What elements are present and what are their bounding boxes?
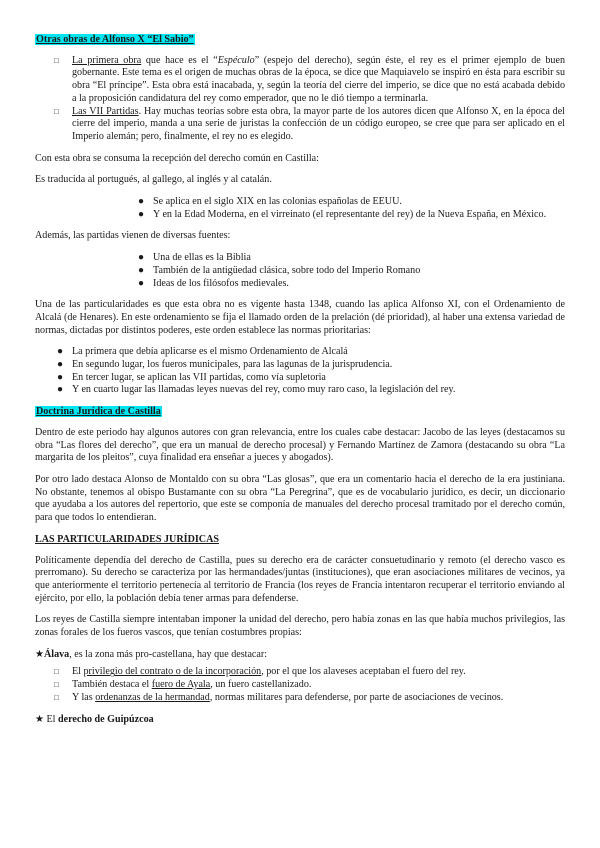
list-item-text: También de la antigüedad clásica, sobre todo del Imperio Romano [153, 264, 421, 276]
list-item [35, 265, 565, 278]
list-item-text: Una de ellas es la Biblia [153, 252, 251, 264]
list-item-text: En segundo lugar, los fueros municipales, para las lagunas de la jurisprudencia. [72, 359, 393, 371]
checkbox-square-icon: □ [54, 55, 59, 65]
works-list [35, 55, 565, 144]
text-fragment: , normas militares para defenderse, por parte de asociaciones de vecinos. [209, 691, 504, 703]
underlined-term: ordenanzas de la hermandad [95, 691, 210, 703]
underlined-title: LAS PARTICULARIDADES JURÍDICAS [35, 533, 219, 545]
section-heading-doctrina [35, 406, 565, 419]
text-fragment: que hace es el “ [141, 54, 218, 66]
highlighted-title: Otras obras de Alfonso X “El Sabio” [36, 34, 194, 45]
list-item-text: La primera que debía aplicarse es el mismo Ordenamiento de Alcalá [72, 346, 348, 358]
text-fragment: Y las [72, 691, 96, 703]
list-item [35, 278, 565, 291]
paragraph: Con esta obra se consuma la recepción del derecho común en Castilla: [35, 152, 319, 164]
text-fragment: ” (espejo del derecho), según éste, el rey es el primer ejemplo de buen gobernante. Este tema es el origen de muchas obras de la época, se dice que Maquiavelo se inspiró en ésta para escribir su obra “El príncipe”. Esta obra está inacabada, y, según la teoría del cierre del imperio, se dice que no está acabada debido a la proposición candidatura del rey como emperador, que no le dió tiempo a terminarla. [72, 54, 565, 104]
star-icon: ★ [35, 713, 44, 725]
star-icon: ★ [35, 648, 44, 660]
text-fragment: , es la zona más pro-castellana, hay que destacar: [69, 648, 268, 660]
bold-term: Álava [43, 648, 70, 660]
bullet-icon: ● [57, 346, 64, 358]
bullet-icon: ● [138, 277, 145, 289]
text-fragment: El [72, 666, 84, 678]
section-heading-otras-obras [35, 34, 565, 47]
underlined-term: La primera obra [72, 54, 142, 66]
text-fragment: También destaca el [72, 679, 152, 691]
list-item [35, 209, 565, 222]
list-item [35, 372, 565, 385]
paragraph: Por otro lado destaca Alonso de Montaldo con su obra “Las glosas”, que era un comentario hacia el derecho de la era justiniana. No obstante, tenemos al obispo Bustamante con su obra “La Peregrina”, que es de vocabulario jurídico, es decir, un diccionario que ayudaba a los autores del repertorio, que este se componía de manuales del derecho procesal tramitado por el derecho común, para que todos lo entendieran. [35, 473, 565, 524]
underlined-term: Las VII Partidas [72, 105, 139, 117]
underlined-term: fuero de Ayala [151, 679, 211, 691]
alava-line [35, 649, 565, 662]
paragraph: Es traducida al portugués, al gallego, al inglés y al catalán. [35, 174, 272, 186]
bullet-icon: ● [57, 384, 64, 396]
text-fragment: El [43, 713, 58, 725]
text-fragment: . Hay muchas teorías sobre esta obra, la mayor parte de los autores dicen que Alfonso X, en la época del cierre del imperio, manda a una serie de juristas la confección de un código europeo, se cree que para ser aplicado en el Imperio alemán; pero, finalmente, el rey no es elegido. [72, 105, 565, 142]
bullet-icon: ● [138, 264, 145, 276]
guipuzcoa-line [35, 714, 565, 727]
list-item-text: En tercer lugar, se aplican las VII partidas, como vía supletoria [72, 371, 326, 383]
bullet-list-priorities [35, 346, 565, 397]
list-item [35, 384, 565, 397]
paragraph: Los reyes de Castilla siempre intentaban imponer la unidad del derecho, pero había zonas en las que había muchos privilegios, las zonas forales de los fueros vascos, que tenían costumbres propias: [35, 614, 565, 639]
underlined-term: privilegio del contrato o de la incorporación [83, 666, 262, 678]
list-item-text: Se aplica en el siglo XIX en las colonias españolas de EEUU. [153, 196, 402, 208]
text-fragment: , por el que los alaveses aceptaban el fuero del rey. [261, 666, 466, 678]
bullet-list-colonies [35, 196, 565, 221]
list-item [35, 196, 565, 209]
list-item-text: Ideas de los filósofos medievales. [153, 277, 289, 289]
list-item [35, 346, 565, 359]
section-heading-particularidades [35, 534, 565, 547]
checkbox-square-icon: □ [54, 680, 59, 690]
list-item-text: Y en cuarto lugar las llamadas leyes nuevas del rey, como muy raro caso, la legislación del rey. [72, 384, 456, 396]
italic-term: Espéculo [217, 54, 255, 66]
bullet-icon: ● [57, 371, 64, 383]
text-fragment: , un fuero castellanizado. [210, 679, 312, 691]
alava-list [35, 666, 565, 704]
checkbox-square-icon: □ [54, 667, 59, 677]
list-item [35, 679, 565, 692]
bullet-list-sources [35, 252, 565, 290]
paragraph: Una de las particularidades es que esta obra no es vigente hasta 1348, cuando las aplica Alfonso XI, con el Ordenamiento de Alcalá (de Henares). En este ordenamiento se fija el llamado orden de la prelación (dé prioridad), al haber una extensa variedad de normas, dictadas por distintos poderes, este orden establece las normas prioritarias: [35, 299, 565, 336]
paragraph: Políticamente dependía del derecho de Castilla, pues su derecho era de carácter consuetudinario y remoto (el derecho vasco es prerromano). Su derecho se caracteriza por las hermandades/juntas (instituciones), que eran asociaciones militares de vecinos, ya que anteriormente el territorio pertenecía al territorio de Francia (los reyes de Francia intentaron recuperar el territorio enviando al ejército, por ello, la población debía tener armas para defenderse. [35, 554, 565, 604]
bullet-icon: ● [138, 208, 145, 220]
list-item [35, 692, 565, 705]
checkbox-square-icon: □ [54, 106, 59, 116]
bullet-icon: ● [57, 359, 64, 371]
list-item-text: Y en la Edad Moderna, en el virreinato (el representante del rey) de la Nueva España, en México. [153, 208, 547, 220]
bold-term: derecho de Guipúzcoa [58, 713, 154, 725]
list-item [35, 252, 565, 265]
list-item [35, 106, 565, 144]
highlighted-title: Doctrina Jurídica de Castilla [36, 406, 161, 418]
paragraph: Además, las partidas vienen de diversas fuentes: [35, 230, 231, 242]
checkbox-square-icon: □ [54, 692, 59, 702]
list-item [35, 359, 565, 372]
paragraph: Dentro de este periodo hay algunos autores con gran relevancia, entre los cuales cabe destacar: Jacobo de las leyes (destacamos su obra “Las flores del derecho”, que era un manual de derecho procesal) y Fernando Martínez de Zamora (destacando su obra “La margarita de los pleitos”, cuya finalidad era enseñar a jueces y abogados). [35, 426, 565, 464]
bullet-icon: ● [138, 196, 145, 208]
list-item [35, 666, 565, 679]
bullet-icon: ● [138, 252, 145, 264]
list-item [35, 55, 565, 106]
